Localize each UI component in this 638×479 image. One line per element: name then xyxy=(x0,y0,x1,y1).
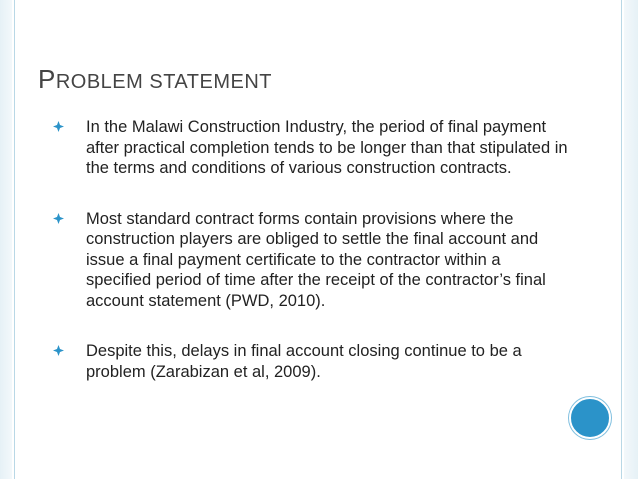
left-decorative-band xyxy=(0,0,12,479)
list-item xyxy=(48,341,568,382)
list-item xyxy=(48,209,568,312)
bullet-text: In the Malawi Construction Industry, the period of final payment after practical completion tends to be longer than that stipulated in the terms and conditions of various construction contracts. xyxy=(86,118,568,177)
title-rest: ROBLEM STATEMENT xyxy=(55,71,273,93)
right-decorative-line xyxy=(621,0,622,479)
title-first-letter: P xyxy=(38,64,56,94)
right-decorative-band xyxy=(624,0,638,479)
bullet-text: Despite this, delays in final account closing continue to be a problem (Zarabizan et al, 2009). xyxy=(86,342,522,381)
accent-circle xyxy=(569,397,611,439)
bullet-list xyxy=(48,117,568,412)
slide-title xyxy=(38,64,272,95)
diamond-bullet-icon xyxy=(53,213,64,224)
bullet-text: Most standard contract forms contain provisions where the construction players are obliged to settle the final account and issue a final payment certificate to the contractor within a specified period of time after the receipt of the contractor’s final account statement (PWD, 2010). xyxy=(86,209,546,310)
list-item xyxy=(48,117,568,179)
diamond-bullet-icon xyxy=(53,121,64,132)
diamond-bullet-icon xyxy=(53,345,64,356)
left-decorative-line xyxy=(14,0,15,479)
